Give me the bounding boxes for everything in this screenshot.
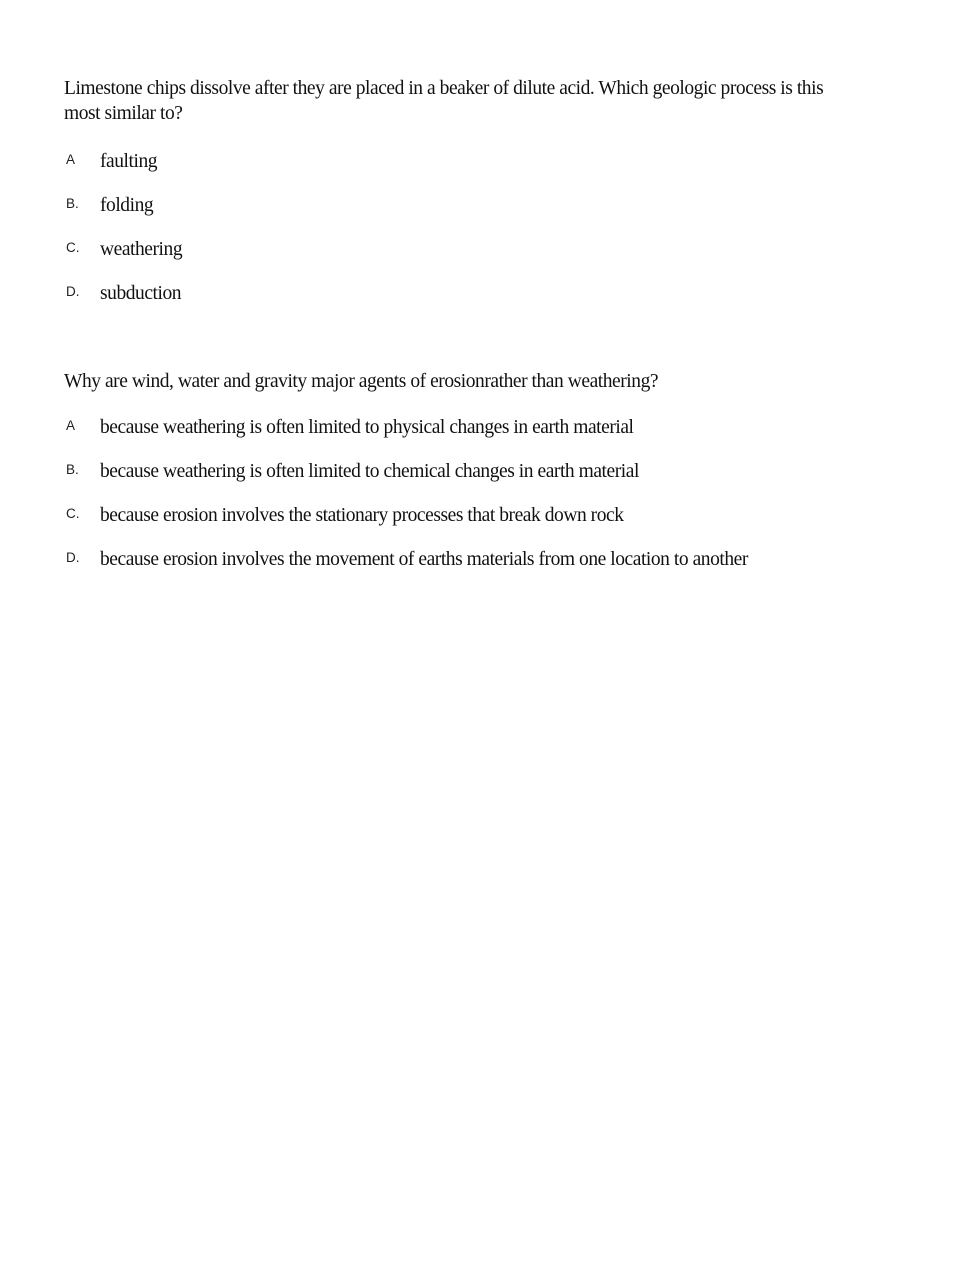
answer-option-c[interactable] xyxy=(64,238,854,282)
option-text: folding xyxy=(100,195,154,216)
option-text: because weathering is often limited to physical changes in earth material xyxy=(100,417,634,438)
option-letter: A xyxy=(66,418,76,433)
answer-option-b[interactable] xyxy=(64,194,854,238)
answer-option-c[interactable] xyxy=(64,504,854,548)
answer-options xyxy=(64,416,854,592)
option-text: faulting xyxy=(100,151,158,172)
option-letter: B. xyxy=(66,196,79,211)
option-text: weathering xyxy=(100,239,183,260)
option-text: subduction xyxy=(100,283,182,304)
question-stem: Why are wind, water and gravity major agents of erosionrather than weathering? xyxy=(64,371,659,392)
answer-option-a[interactable] xyxy=(64,416,854,460)
option-letter: A xyxy=(66,152,76,167)
option-letter: C. xyxy=(66,240,80,255)
question-2 xyxy=(64,369,854,592)
option-text: because erosion involves the movement of earths materials from one location to another xyxy=(100,549,748,570)
answer-option-d[interactable] xyxy=(64,548,854,592)
option-text: because weathering is often limited to chemical changes in earth material xyxy=(100,461,639,482)
answer-options xyxy=(64,150,854,326)
option-text: because erosion involves the stationary processes that break down rock xyxy=(100,505,624,526)
option-letter: D. xyxy=(66,284,80,299)
question-stem: Limestone chips dissolve after they are placed in a beaker of dilute acid. Which geologic process is this most similar to? xyxy=(64,78,824,124)
answer-option-a[interactable] xyxy=(64,150,854,194)
answer-option-d[interactable] xyxy=(64,282,854,326)
option-letter: C. xyxy=(66,506,80,521)
question-1 xyxy=(64,76,854,326)
option-letter: D. xyxy=(66,550,80,565)
answer-option-b[interactable] xyxy=(64,460,854,504)
option-letter: B. xyxy=(66,462,79,477)
